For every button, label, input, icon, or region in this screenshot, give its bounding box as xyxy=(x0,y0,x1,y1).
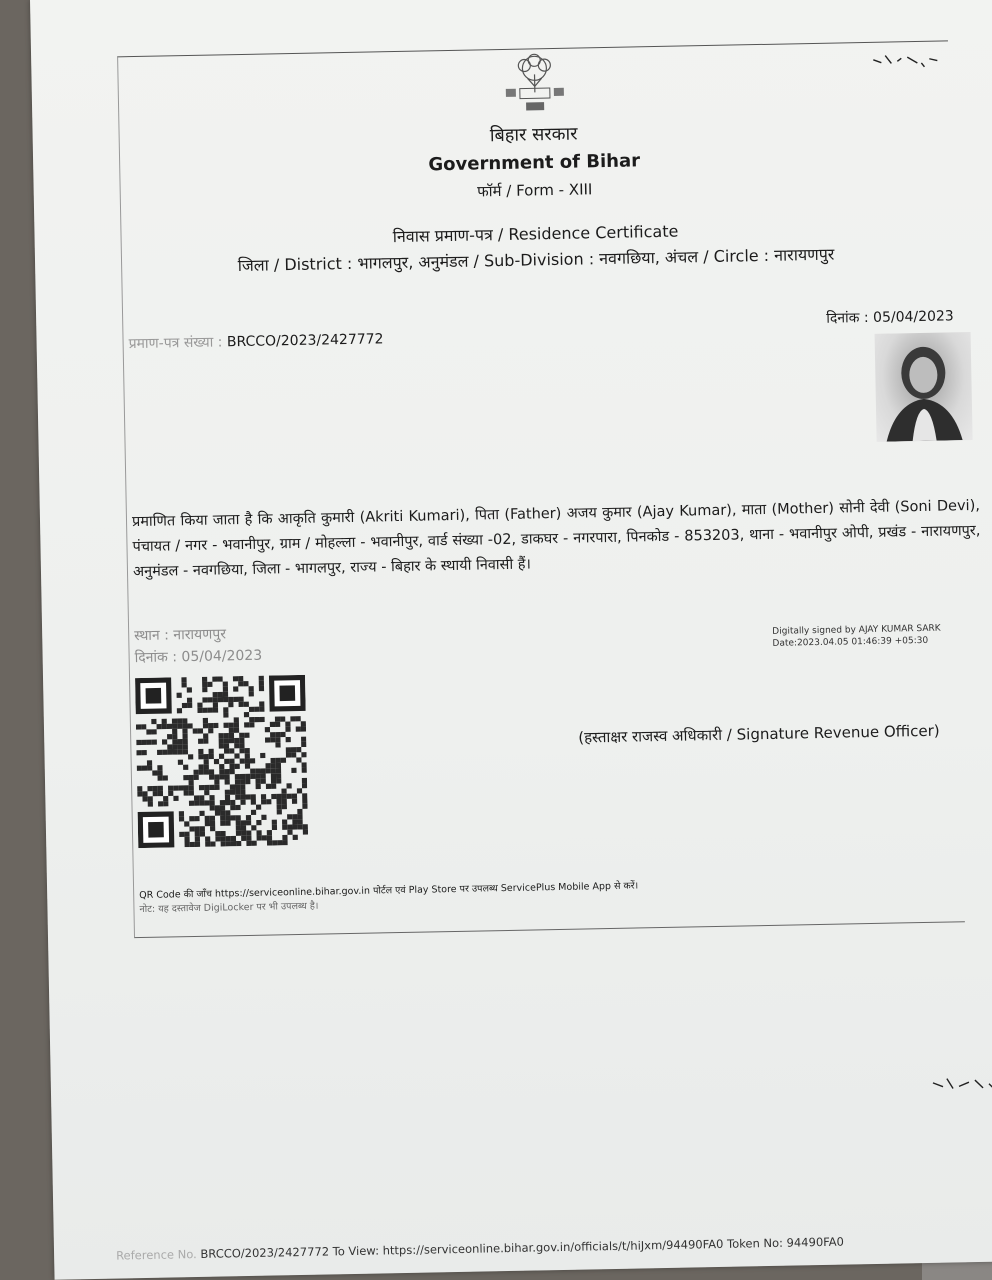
bihar-emblem-icon xyxy=(499,52,570,115)
certificate-date-value: 05/04/2023 xyxy=(872,308,954,326)
certificate-date xyxy=(826,306,954,327)
location-line: जिला / District : भागलपुर, अनुमंडल / Sub-Division : नवगछिया, अंचल / Circle : नारायणपुर xyxy=(237,244,835,276)
issue-place: स्थान : नारायणपुर xyxy=(134,626,227,645)
footer-digilocker-note: नोट: यह दस्तावेज DigiLocker पर भी उपलब्ध है। xyxy=(139,900,319,916)
applicant-photo xyxy=(875,332,973,442)
certificate-number-label: प्रमाण-पत्र संख्या : xyxy=(128,334,223,353)
footer-reference-value: BRCCO/2023/2427772 To View: https://serviceonline.bihar.gov.in/officials/t/hiJxm/94490FA0 Token No: 94490FA0 xyxy=(200,1234,845,1261)
ink-mark xyxy=(931,1071,992,1103)
qr-code-icon[interactable] xyxy=(135,675,308,848)
digital-signature-date: Date:2023.04.05 01:46:39 +05:30 xyxy=(772,635,929,649)
header-government: Government of Bihar xyxy=(428,150,641,176)
certificate-body-text: प्रमाणित किया जाता है कि आकृति कुमारी (Akriti Kumari), पिता (Father) अजय कुमार (Ajay Kumar), माता (Mother) सोनी देवी (Soni Devi), पंचायत / नगर - भवानीपुर, ग्राम / मोहल्ला - भवानीपुर, वार्ड संख्या -02, डाकघर - नगरपारा, पिनकोड - 853203, थाना - भवानीपुर ओपी, प्रखंड - नारायणपुर, अनुमंडल - नवगछिया, जिला - भागलपुर, राज्य - बिहार के स्थायी निवासी हैं। xyxy=(131,497,981,581)
certificate-date-label: दिनांक : xyxy=(826,309,869,327)
footer-reference xyxy=(116,1235,844,1263)
footer-reference-label: Reference No. xyxy=(115,1247,197,1263)
digital-signature-block xyxy=(772,623,941,650)
digital-signature-signer: Digitally signed by AJAY KUMAR SARK xyxy=(772,623,941,637)
issue-date: दिनांक : 05/04/2023 xyxy=(134,647,263,667)
header-form-number: फॉर्म / Form - XIII xyxy=(476,180,593,201)
certificate-number-value: BRCCO/2023/2427772 xyxy=(226,331,384,351)
header-state-hindi: बिहार सरकार xyxy=(489,123,578,147)
ink-mark xyxy=(871,51,941,78)
certificate-sheet xyxy=(30,0,992,1280)
certificate-title: निवास प्रमाण-पत्र / Residence Certificate xyxy=(392,221,679,247)
footer-qr-instruction: QR Code की जाँच https://serviceonline.bihar.gov.in पोर्टल एवं Play Store पर उपलब्ध ServicePlus Mobile App से करें। xyxy=(139,880,639,902)
signature-label: (हस्ताक्षर राजस्व अधिकारी / Signature Revenue Officer) xyxy=(578,721,940,747)
